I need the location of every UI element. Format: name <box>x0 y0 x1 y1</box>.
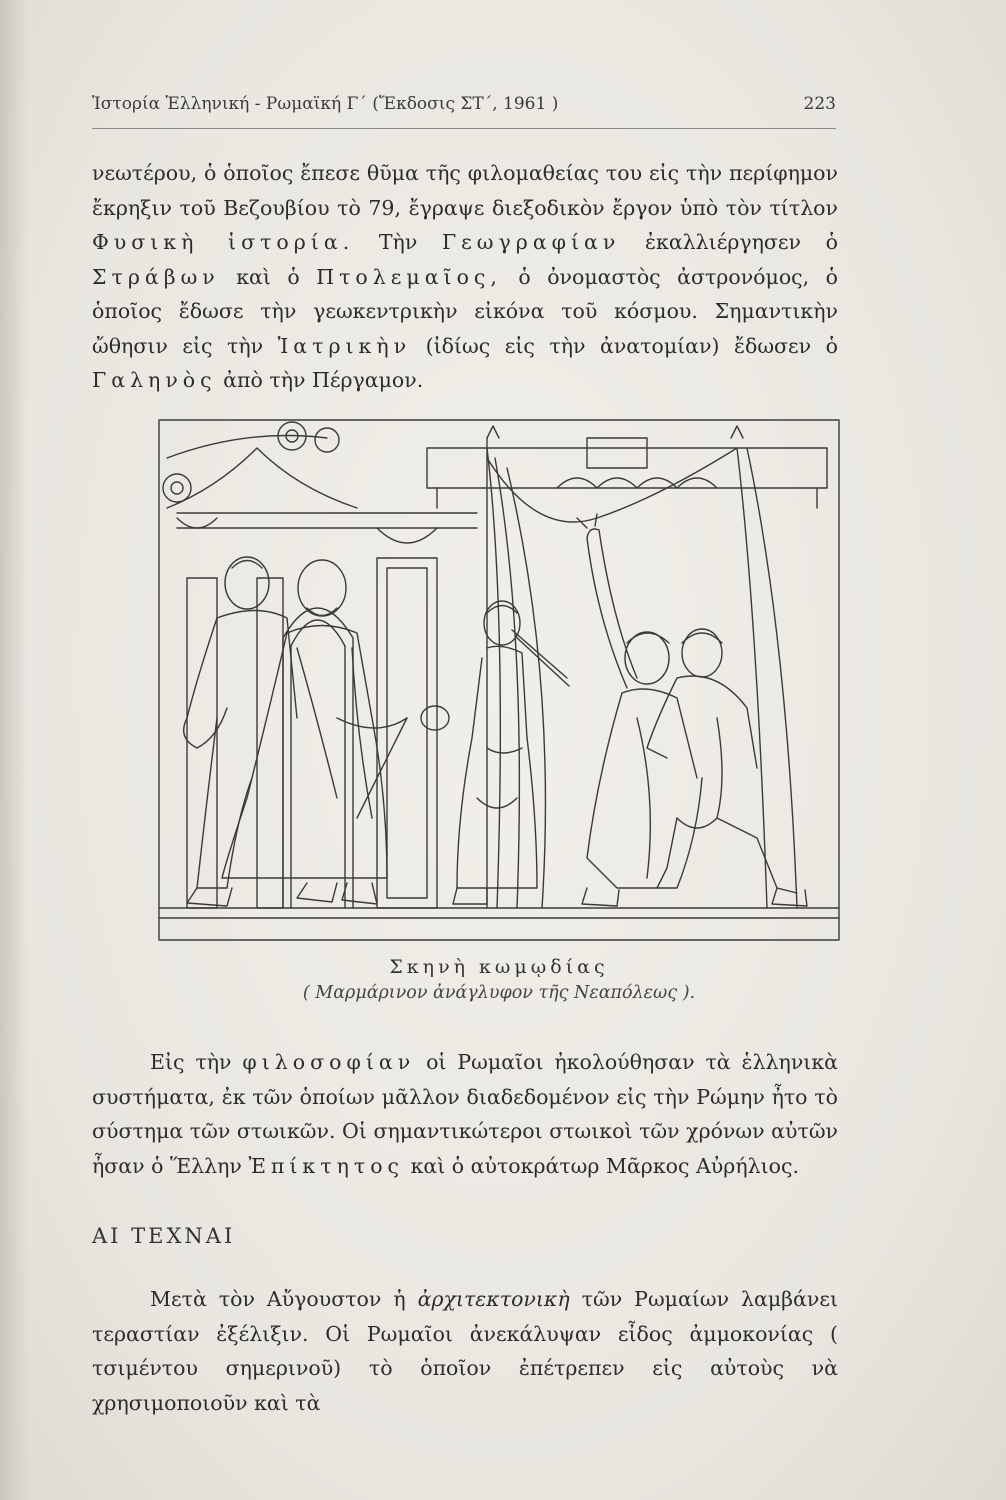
paragraph-philosophy <box>92 1045 838 1183</box>
paragraph-text: τῶν Ρωμαίων λαμβάνει τεραστίαν ἐξέλιξιν. Οἱ Ρωμαῖοι ἀνεκάλυψαν εἶδος ἀμμοκονίας ( τσιμέντου σημερινοῦ) τὸ ὁποῖον ἐπέτρεπεν εἰς αὐτοὺς νὰ χρησιμοποιοῦν καὶ τὰ <box>92 1287 838 1415</box>
section-heading: ΑΙ ΤΕΧΝΑΙ <box>92 1224 236 1248</box>
paragraph-text: καὶ ὁ αὐτοκράτωρ Μᾶρκος Αὐρήλιος. <box>410 1153 799 1178</box>
stage-architecture <box>163 422 827 908</box>
emphasized-term: Φυσικὴ ἱστορία. <box>92 230 355 254</box>
header-title: Ἱστορία Ἑλληνική - Ρωμαϊκή Γ΄ (Ἔκδοσις ΣΤ΄, 1961 ) <box>92 94 559 114</box>
flute-player-figure <box>453 601 569 904</box>
paragraph-text: (ἰδίως εἰς τὴν ἀνατομίαν) ἔδωσεν ὁ <box>425 333 838 358</box>
paragraph-text: Τὴν <box>378 230 418 254</box>
stage-curtain <box>487 426 797 908</box>
header-rule <box>92 128 836 129</box>
emphasized-term: φιλοσοφίαν <box>242 1050 416 1074</box>
paragraph-text: οἱ Ρωμαῖοι ἠκολούθησαν τὰ ἑλληνικὰ συστήματα, ἐκ τῶν ὁποίων μᾶλλον διαδεδομένον εἰς τὴν Ρώμην ἦτο τὸ σύστημα τῶν στωικῶν. Οἱ σημαντικώτεροι στωικοὶ τῶν χρόνων αὐτῶν ἦσαν ὁ Ἕλλην <box>92 1050 838 1178</box>
page-number: 223 <box>803 94 836 114</box>
paragraph-text: Εἰς τὴν <box>150 1050 232 1074</box>
emphasized-term: Πτολεμαῖος, <box>316 264 502 289</box>
paragraph-text: νεωτέρου, ὁ ὁποῖος ἔπεσε θῦμα τῆς φιλομαθείας του εἰς τὴν περίφημον ἔκρηξιν τοῦ Βεζουβίου τὸ 79, ἔγραψε διεξοδικὸν ἔργον ὑπὸ τὸν τίτλον <box>92 161 838 220</box>
paragraph-text: ὁ ὀνομαστὸς ἀστρονόμος, ὁ ὁποῖος ἔδωσε τὴν γεωκεντρικὴν εἰκόνα τοῦ κόσμου. Σημαντικὴν ὤθησιν εἰς τὴν <box>92 264 838 358</box>
figure-caption-subtitle: ( Μαρμάρινον ἀνάγλυφον τῆς Νεαπόλεως ). <box>302 983 696 1003</box>
emphasized-term: Στράβων <box>92 264 220 289</box>
emphasized-term: Ἐπίκτητος <box>248 1153 405 1178</box>
page-gutter-shadow <box>0 0 28 1500</box>
paragraph-text: Μετὰ τὸν Αὔγουστον ἡ <box>150 1287 406 1311</box>
paragraph-science <box>92 156 838 398</box>
paragraph-arts <box>92 1282 838 1420</box>
emphasized-term: Γαληνὸς <box>92 368 217 392</box>
paragraph-text: ἐκαλλιέργησεν ὁ <box>645 230 838 254</box>
emphasized-term: Ἰατρικὴν <box>277 333 412 358</box>
youth-figure <box>577 514 702 906</box>
paragraph-text: ἀπὸ τὴν Πέργαμον. <box>223 368 424 392</box>
slave-figure <box>647 629 807 906</box>
emphasized-term: ἀρχιτεκτονικὴ <box>417 1287 570 1311</box>
actor-figure-old-man <box>222 560 449 904</box>
actor-figure-left <box>184 557 297 906</box>
relief-illustration <box>157 418 841 942</box>
emphasized-term: Γεωγραφίαν <box>441 230 621 254</box>
running-header <box>92 94 836 120</box>
paragraph-text: καὶ ὁ <box>236 264 300 289</box>
figure-caption-title: Σκηνὴ κωμῳδίας <box>389 956 609 978</box>
